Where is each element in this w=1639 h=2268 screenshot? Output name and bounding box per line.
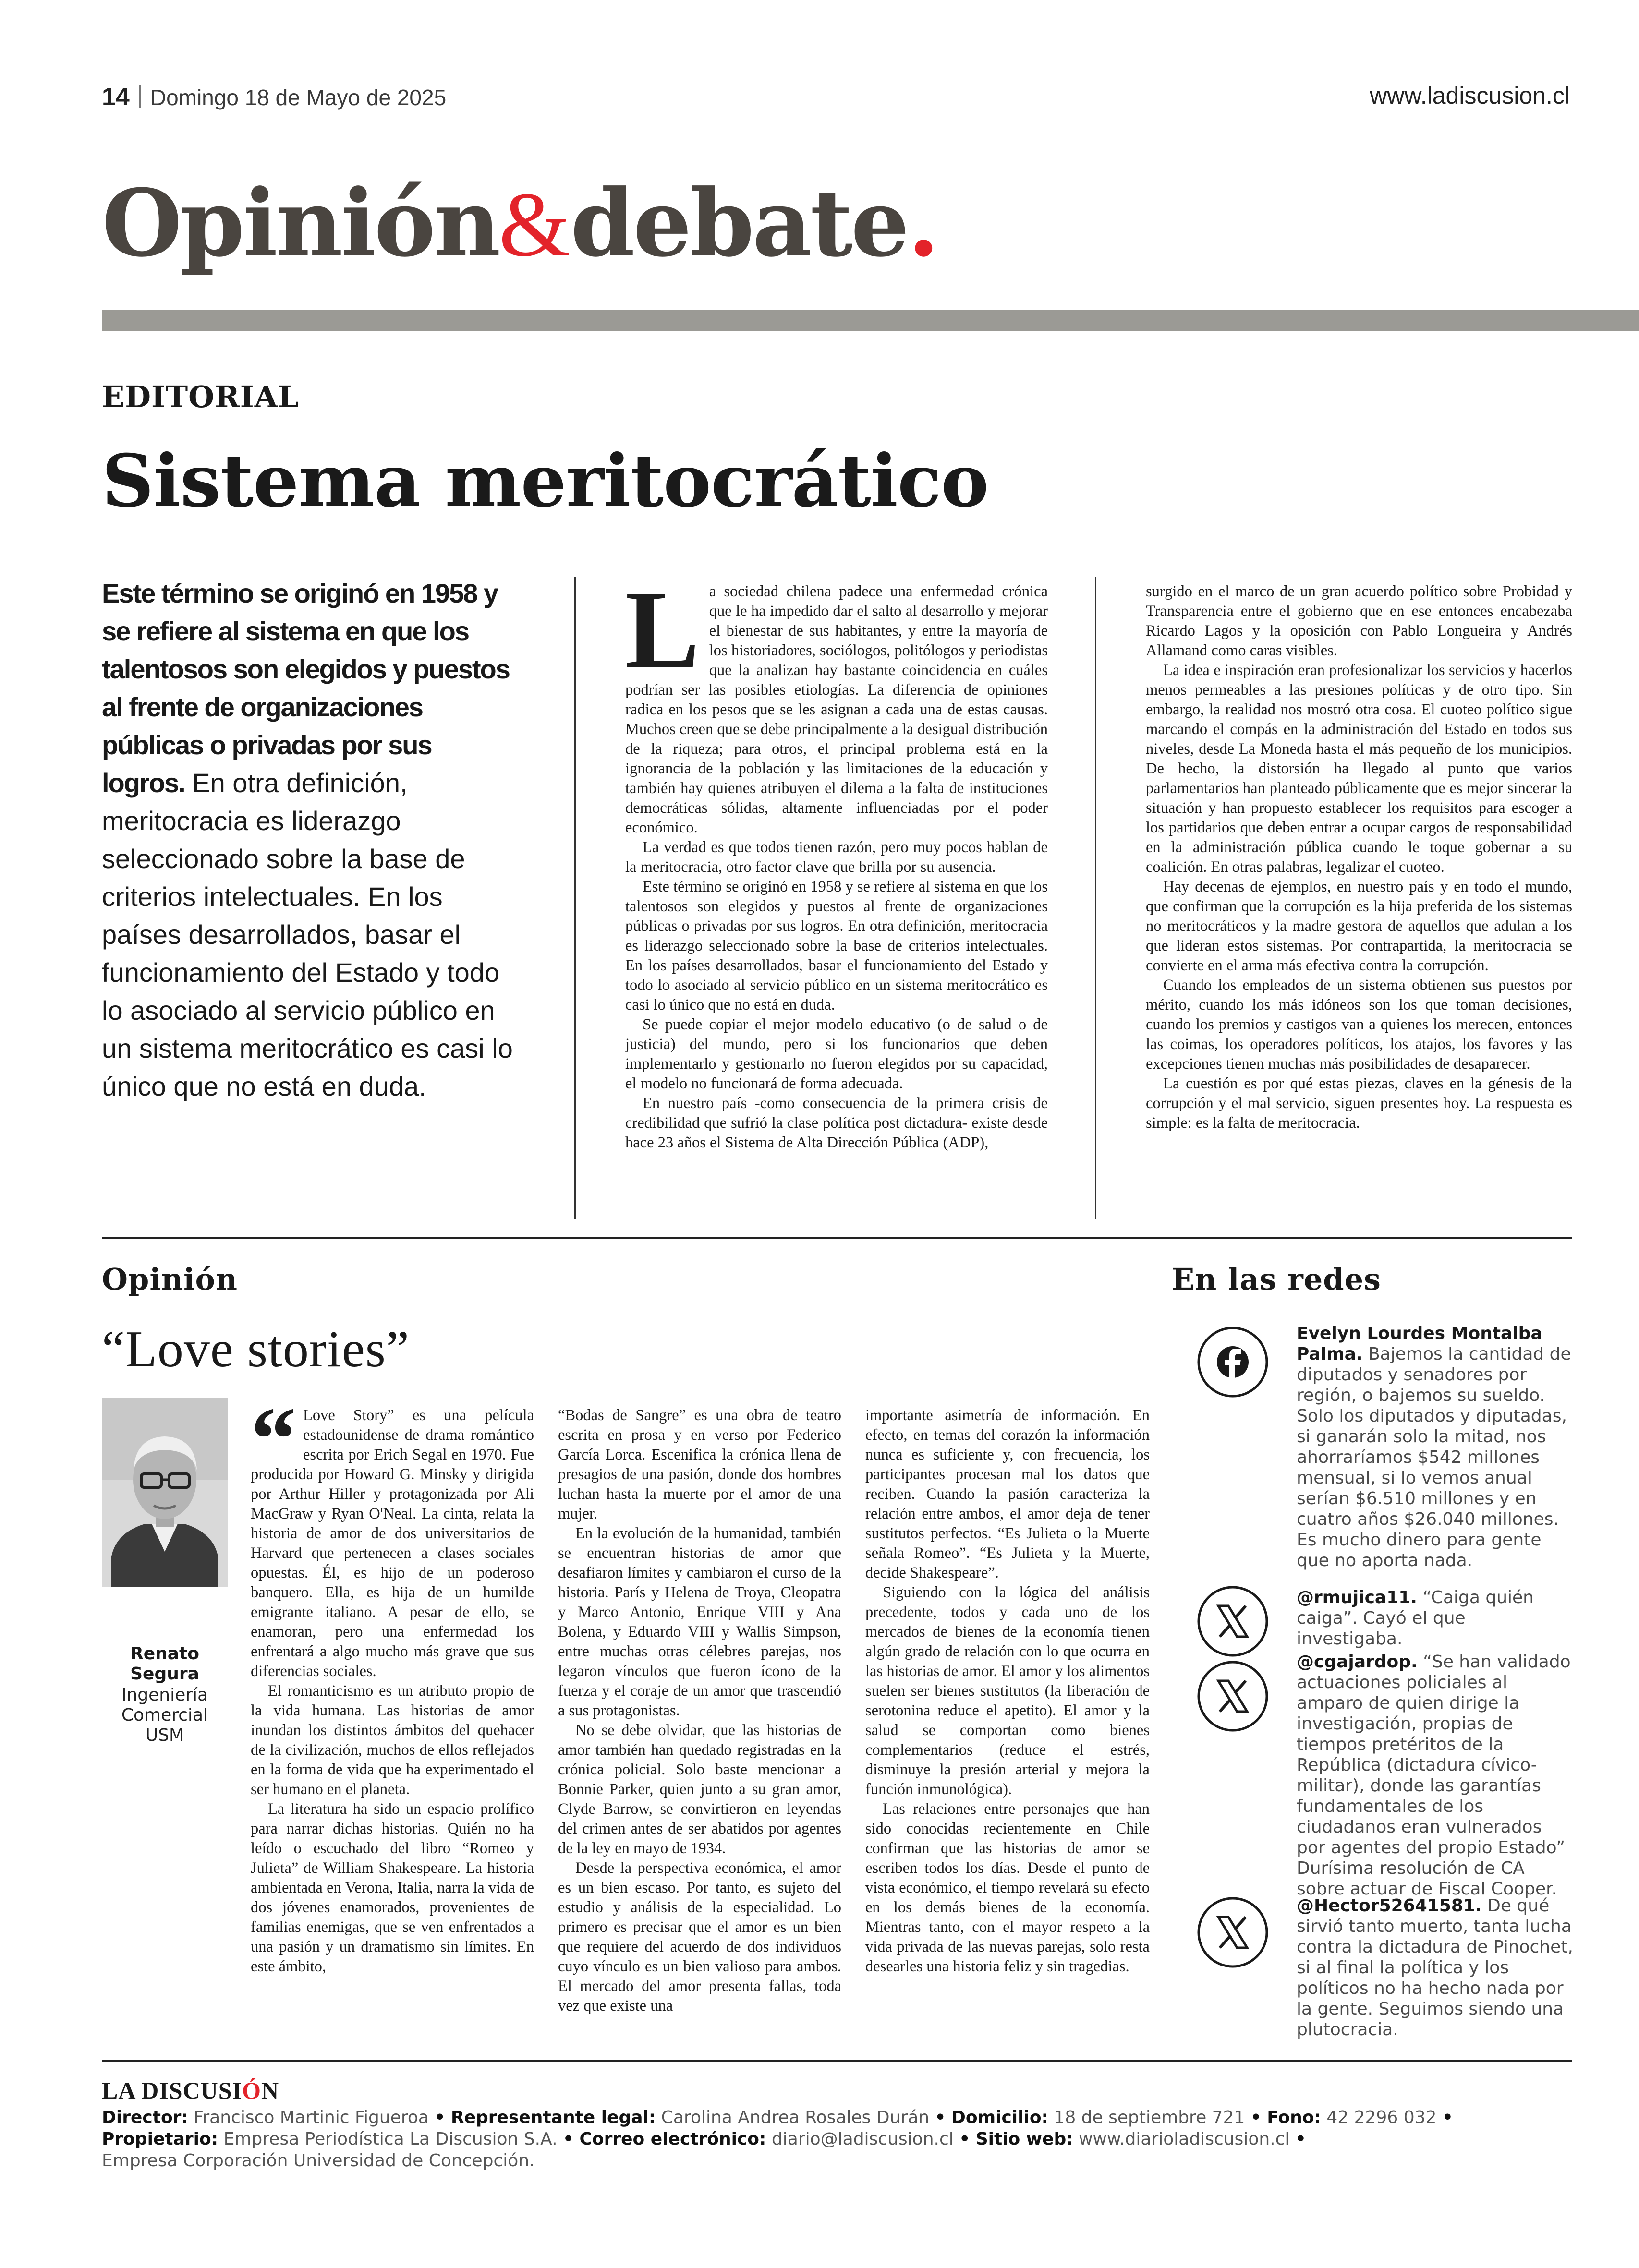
paragraph: La cuestión es por qué estas piezas, claves en la génesis de la corrupción y el mal servicio, siguen presentes hoy. La respuesta es simple: es la falta de meritocracia. xyxy=(1146,1075,1572,1132)
post-text: Bajemos la cantidad de diputados y senadores por región, o bajemos su sueldo. Solo los diputados y diputadas, si ganarán solo la mitad, nos ahorraríamos $542 millones mensual, si lo vemos anual serían $6.510 millones y en cuatro años $26.040 millones. Es mucho dinero para gente que no aporta nada. xyxy=(1297,1344,1571,1570)
post-text: De qué sirvió tanto muerto, tanta lucha contra la dictadura de Pinochet, si al final la política y los políticos no ha hecho nada por la gente. Seguimos siendo una plutocracia. xyxy=(1297,1896,1573,2039)
corporation-name: Empresa Corporación Universidad de Concepción. xyxy=(102,2151,535,2171)
social-post xyxy=(1297,1652,1573,1899)
section-title xyxy=(102,169,938,277)
publication-date: Domingo 18 de Mayo de 2025 xyxy=(150,85,447,110)
email-link[interactable]: diario@ladiscusion.cl xyxy=(771,2129,954,2149)
opinion-kicker: Opinión xyxy=(102,1262,238,1297)
paragraph: Desde la perspectiva económica, el amor es un bien escaso. Por tanto, es sujeto del estudio y análisis de la especialidad. Lo primero es precisar que el amor es un bien que requiere del acuerdo de dos individuos cuyo vínculo es un bien valioso para ambos. El mercado del amor presenta fallas, toda vez que existe una xyxy=(558,1859,841,2015)
social-post xyxy=(1297,1895,1573,2040)
site-link[interactable]: www.diarioladiscusion.cl xyxy=(1079,2129,1290,2149)
opinion-headline: “Love stories” xyxy=(102,1321,410,1378)
post-text: “Se han validado actuaciones policiales al amparo de quien dirige la investigación, propias de tiempos pretéritos de la República (dictadura cívico-militar), donde las garantías fundamentales de los ciudadanos eran vulnerados por agentes del propio Estado” Durísima resolución de CA sobre actuar de Fiscal Cooper. xyxy=(1297,1652,1571,1899)
footer-credits: Director: Francisco Martinic Figueroa • Representante legal: Carolina Andrea Rosales Durán • Domicilio: 18 de septiembre 721 • Fono: 42 2296 032 • Propietario: Empresa Periodística La Discusion S.A. • Correo electrónico: diario@ladiscusion.cl • Sitio web: www.diarioladiscusion.cl • Empresa Corporación Universidad de Concepción. xyxy=(102,2108,1453,2171)
section-title-dot: . xyxy=(907,169,938,277)
column-rule xyxy=(574,577,576,1219)
post-author: @cgajardop. xyxy=(1297,1652,1418,1672)
x-icon xyxy=(1197,1896,1269,1968)
social-post xyxy=(1297,1323,1573,1571)
paragraph: Se puede copiar el mejor modelo educativo (o de salud o de justicia) del mundo, pero si los funcionarios que deben implementarlo y gestionarlo no fueron elegidos por su capacidad, el modelo no funcionará de forma adecuada. xyxy=(625,1016,1048,1092)
paragraph: La verdad es que todos tienen razón, pero muy pocos hablan de la meritocracia, otro factor clave que brilla por su ausencia. xyxy=(625,839,1048,876)
author-name: Renato Segura xyxy=(130,1644,199,1684)
paragraph: En la evolución de la humanidad, también se encuentran historias de amor que desafiaron límites y cambiaron el curso de la historia. París y Helena de Troya, Cleopatra y Marco Antonio, Enrique VIII y Ana Bolena, y Eduardo VIII y Wallis Simpson, entre muchas otras célebres parejas, nos legaron vínculos que fueron ícono de la fuerza y el coraje de un amor que trascendió a sus protagonistas. xyxy=(558,1525,841,1719)
paragraph: La literatura ha sido un espacio prolífico para narrar dichas historias. Quién no ha leído o escuchado del libro “Romeo y Julieta” de William Shakespeare. La historia ambientada en Verona, Italia, narra la vida de dos jóvenes enamorados, provenientes de familias enemigas, que se ven enfrentados a una pasión y un dramatismo sin límites. En este ámbito, xyxy=(251,1800,534,1975)
editorial-column-2 xyxy=(1146,582,1572,1133)
paragraph: No se debe olvidar, que las historias de amor también han quedado registradas en la crónica policial. Solo baste mencionar a Bonnie Parker, quien junto a su gran amor, Clyde Barrow, se convirtieron en leyendas del crimen antes de ser abatidos por agentes de la ley en mayo de 1934. xyxy=(558,1722,841,1857)
author-photo xyxy=(102,1398,228,1587)
paragraph: a sociedad chilena padece una enfermedad crónica que le ha impedido dar el salto al desarrollo y mejorar el bienestar de sus habitantes, y entre la mayoría de los historiadores, sociólogos, politólogos y periodistas que la analizan hay bastante coincidencia en cuáles podrían ser las posibles etiologías. La diferencia de opiniones radica en los pesos que se les asignan a cada una de estas causas. Muchos creen que se debe principalmente a la desigual distribución de la riqueza; para otros, el principal problema está en la ignorancia de la población y las limitaciones de la educación y también hay quienes atribuyen el dilema a la falta de instituciones democráticas sólidas, altamente influenciadas por el poder económico. xyxy=(625,583,1048,836)
x-icon xyxy=(1197,1585,1269,1657)
editorial-headline: Sistema meritocrático xyxy=(102,439,989,523)
paragraph: Love Story” es una película estadounidense de drama romántico escrita por Erich Segal en 1970. Fue producida por Howard G. Minsky y dirigida por Arthur Hiller y protagonizada por Ali MacGraw y Ryan O'Neal. La cinta, relata la historia de amor de dos universitarios de Harvard que pertenecen a clases sociales opuestas. Él, es hijo de un poderoso banquero. Ella, es hija de un humilde emigrante italiano. A pesar de ello, se enamoran, pero una enfermedad los enfrentará a algo mucho más grave que sus diferencias sociales. xyxy=(251,1407,534,1680)
social-post xyxy=(1297,1587,1573,1649)
page-header-info xyxy=(102,83,446,111)
website-link[interactable]: www.ladiscusion.cl xyxy=(1370,82,1570,109)
paragraph: importante asimetría de información. En efecto, en temas del corazón la información nunca es suficiente y, con frecuencia, los participantes procesan mal los datos que reciben. Cuando la pasión caracteriza la relación entre ambos, el amor deja de tener sustitutos perfectos. “Es Julieta o la Muerte señala Romeo”. “Es Julieta y la Muerte, decide Shakespeare”. xyxy=(865,1407,1150,1581)
address: 18 de septiembre 721 xyxy=(1054,2108,1245,2127)
author-role: Ingeniería Comercial USM xyxy=(121,1685,208,1745)
section-title-ampersand: & xyxy=(498,173,571,276)
paragraph: surgido en el marco de un gran acuerdo político sobre Probidad y Transparencia entre el gobierno que en ese entonces encabezaba Ricardo Lagos y la oposición con Pablo Longueira y Andrés Allamand como caras visibles. xyxy=(1146,583,1572,659)
editorial-kicker: EDITORIAL xyxy=(102,379,300,414)
paragraph: El romanticismo es un atributo propio de la vida humana. Las historias de amor inundan los distintos ámbitos del quehacer de la civilización, muchos de ellos reflejados en la forma de vida que ha experimentado el ser humano en el planeta. xyxy=(251,1682,534,1798)
facebook-icon xyxy=(1197,1326,1269,1398)
post-text: “Caiga quién caiga”. Cayó el que investigaba. xyxy=(1297,1588,1534,1649)
paragraph: Hay decenas de ejemplos, en nuestro país y en todo el mundo, que confirman que la corrupción es la hija preferida de los sistemas no meritocráticos y la madre gestora de aquellos que adulan a los que lideran estos sistemas. Por contrapartida, la meritocracia se convierte en el arma más efectiva contra la corrupción. xyxy=(1146,878,1572,974)
column-rule xyxy=(1095,577,1096,1219)
newspaper-logo: LA DISCUSIÓN xyxy=(102,2077,279,2104)
quote-mark: “ xyxy=(251,1389,296,1490)
header-divider xyxy=(139,85,141,108)
x-icon xyxy=(1197,1660,1269,1732)
paragraph: “Bodas de Sangre” es una obra de teatro escrita en prosa y en verso por Federico García Lorca. Escenifica la crónica llena de presagios de una pasión, donde dos hombres luchan hasta la muerte por el amor de una mujer. xyxy=(558,1407,841,1522)
page-number: 14 xyxy=(102,83,130,111)
post-author: @rmujica11. xyxy=(1297,1588,1417,1607)
director-name: Francisco Martinic Figueroa xyxy=(194,2108,429,2127)
paragraph: Siguiendo con la lógica del análisis precedente, todos y cada uno de los mercados de bienes de la economía tienen algún grado de relación con lo que ocurra en las historias de amor. El amor y los alimentos suelen ser bienes sustitutos (la liberación de serotonina reduce el apetito). El amor y la salud se comportan como bienes complementarios (reduce el estrés, disminuye la presión arterial y mejora la función inmunológica). xyxy=(865,1584,1150,1798)
drop-cap: L xyxy=(625,568,700,691)
section-title-debate: debate xyxy=(570,169,908,277)
opinion-column-1 xyxy=(251,1389,534,1977)
legal-rep-name: Carolina Andrea Rosales Durán xyxy=(661,2108,930,2127)
post-author: Evelyn Lourdes Montalba Palma. xyxy=(1297,1324,1542,1364)
social-section-title: En las redes xyxy=(1172,1262,1381,1297)
editorial-intro-rest: En otra definición, meritocracia es liderazgo seleccionado sobre la base de criterios intelectuales. En los países desarrollados, basar el funcionamiento del Estado y todo lo asociado al servicio público en un sistema meritocrático es casi lo único que no está en duda. xyxy=(102,768,513,1101)
paragraph: Este término se originó en 1958 y se refiere al sistema en que los talentosos son elegidos y puestos al frente de organizaciones públicas o privadas por sus logros. En otra definición, meritocracia es liderazgo seleccionado sobre la base de criterios intelectuales. En los países desarrollados, basar el funcionamiento del Estado y todo lo asociado al servicio público en un sistema meritocrático es casi lo único que no está en duda. xyxy=(625,878,1048,1013)
paragraph: En nuestro país -como consecuencia de la primera crisis de credibilidad que sufrió la clase política post dictadura- existe desde hace 23 años el Sistema de Alta Dirección Pública (ADP), xyxy=(625,1095,1048,1151)
paragraph: La idea e inspiración eran profesionalizar los servicios y hacerlos menos permeables a las presiones políticas y de otro tipo. Sin embargo, la realidad nos mostró otra cosa. El cuoteo político sigue marcando el compás en la administración del Estado en todos sus niveles, desde La Moneda hasta el más pequeño de los municipios. De hecho, la distorsión ha llegado al punto que varios parlamentarios han planteado públicamente que es mejor sincerar la situación y han propuesto establecer los requisitos para escoger a los partidarios que deben entrar a ocupar cargos de responsabilidad en la administración pública cuando le toque gobernar a su coalición. En otras palabras, legalizar el cuoteo. xyxy=(1146,662,1572,876)
section-divider-bar xyxy=(102,310,1639,331)
section-title-opinion: Opinión xyxy=(102,169,499,277)
editorial-intro xyxy=(102,574,515,1105)
paragraph: Cuando los empleados de un sistema obtienen sus puestos por mérito, cuando los más idóneos son los que toman decisiones, cuando los premios y castigos van a quienes los merecen, entonces las coimas, los operadores políticos, los atajos, los favores y las excepciones tienen muchas más posibilidades de desaparecer. xyxy=(1146,977,1572,1073)
opinion-column-2 xyxy=(558,1406,841,2016)
paragraph: Las relaciones entre personajes que han sido conocidas recientemente en Chile confirman que las historias de amor se escriben todos los días. Desde el punto de vista económico, el tiempo revelará su efecto en los demás bienes de la economía. Mientras tanto, con el mayor respeto a la vida privada de las nuevas parejas, solo resta desearles una historia feliz y sin tragedias. xyxy=(865,1800,1150,1975)
section-separator xyxy=(102,1237,1572,1239)
phone-number: 42 2296 032 xyxy=(1326,2108,1437,2127)
post-author: @Hector52641581. xyxy=(1297,1896,1482,1916)
footer-separator xyxy=(102,2060,1572,2062)
editorial-column-1 xyxy=(625,568,1048,1153)
owner-name: Empresa Periodística La Discusion S.A. xyxy=(223,2129,558,2149)
opinion-column-3 xyxy=(865,1406,1150,1977)
editorial-intro-lead: Este término se originó en 1958 y se refiere al sistema en que los talentosos son elegidos y puestos al frente de organizaciones públicas o privadas por sus logros. xyxy=(102,578,510,798)
